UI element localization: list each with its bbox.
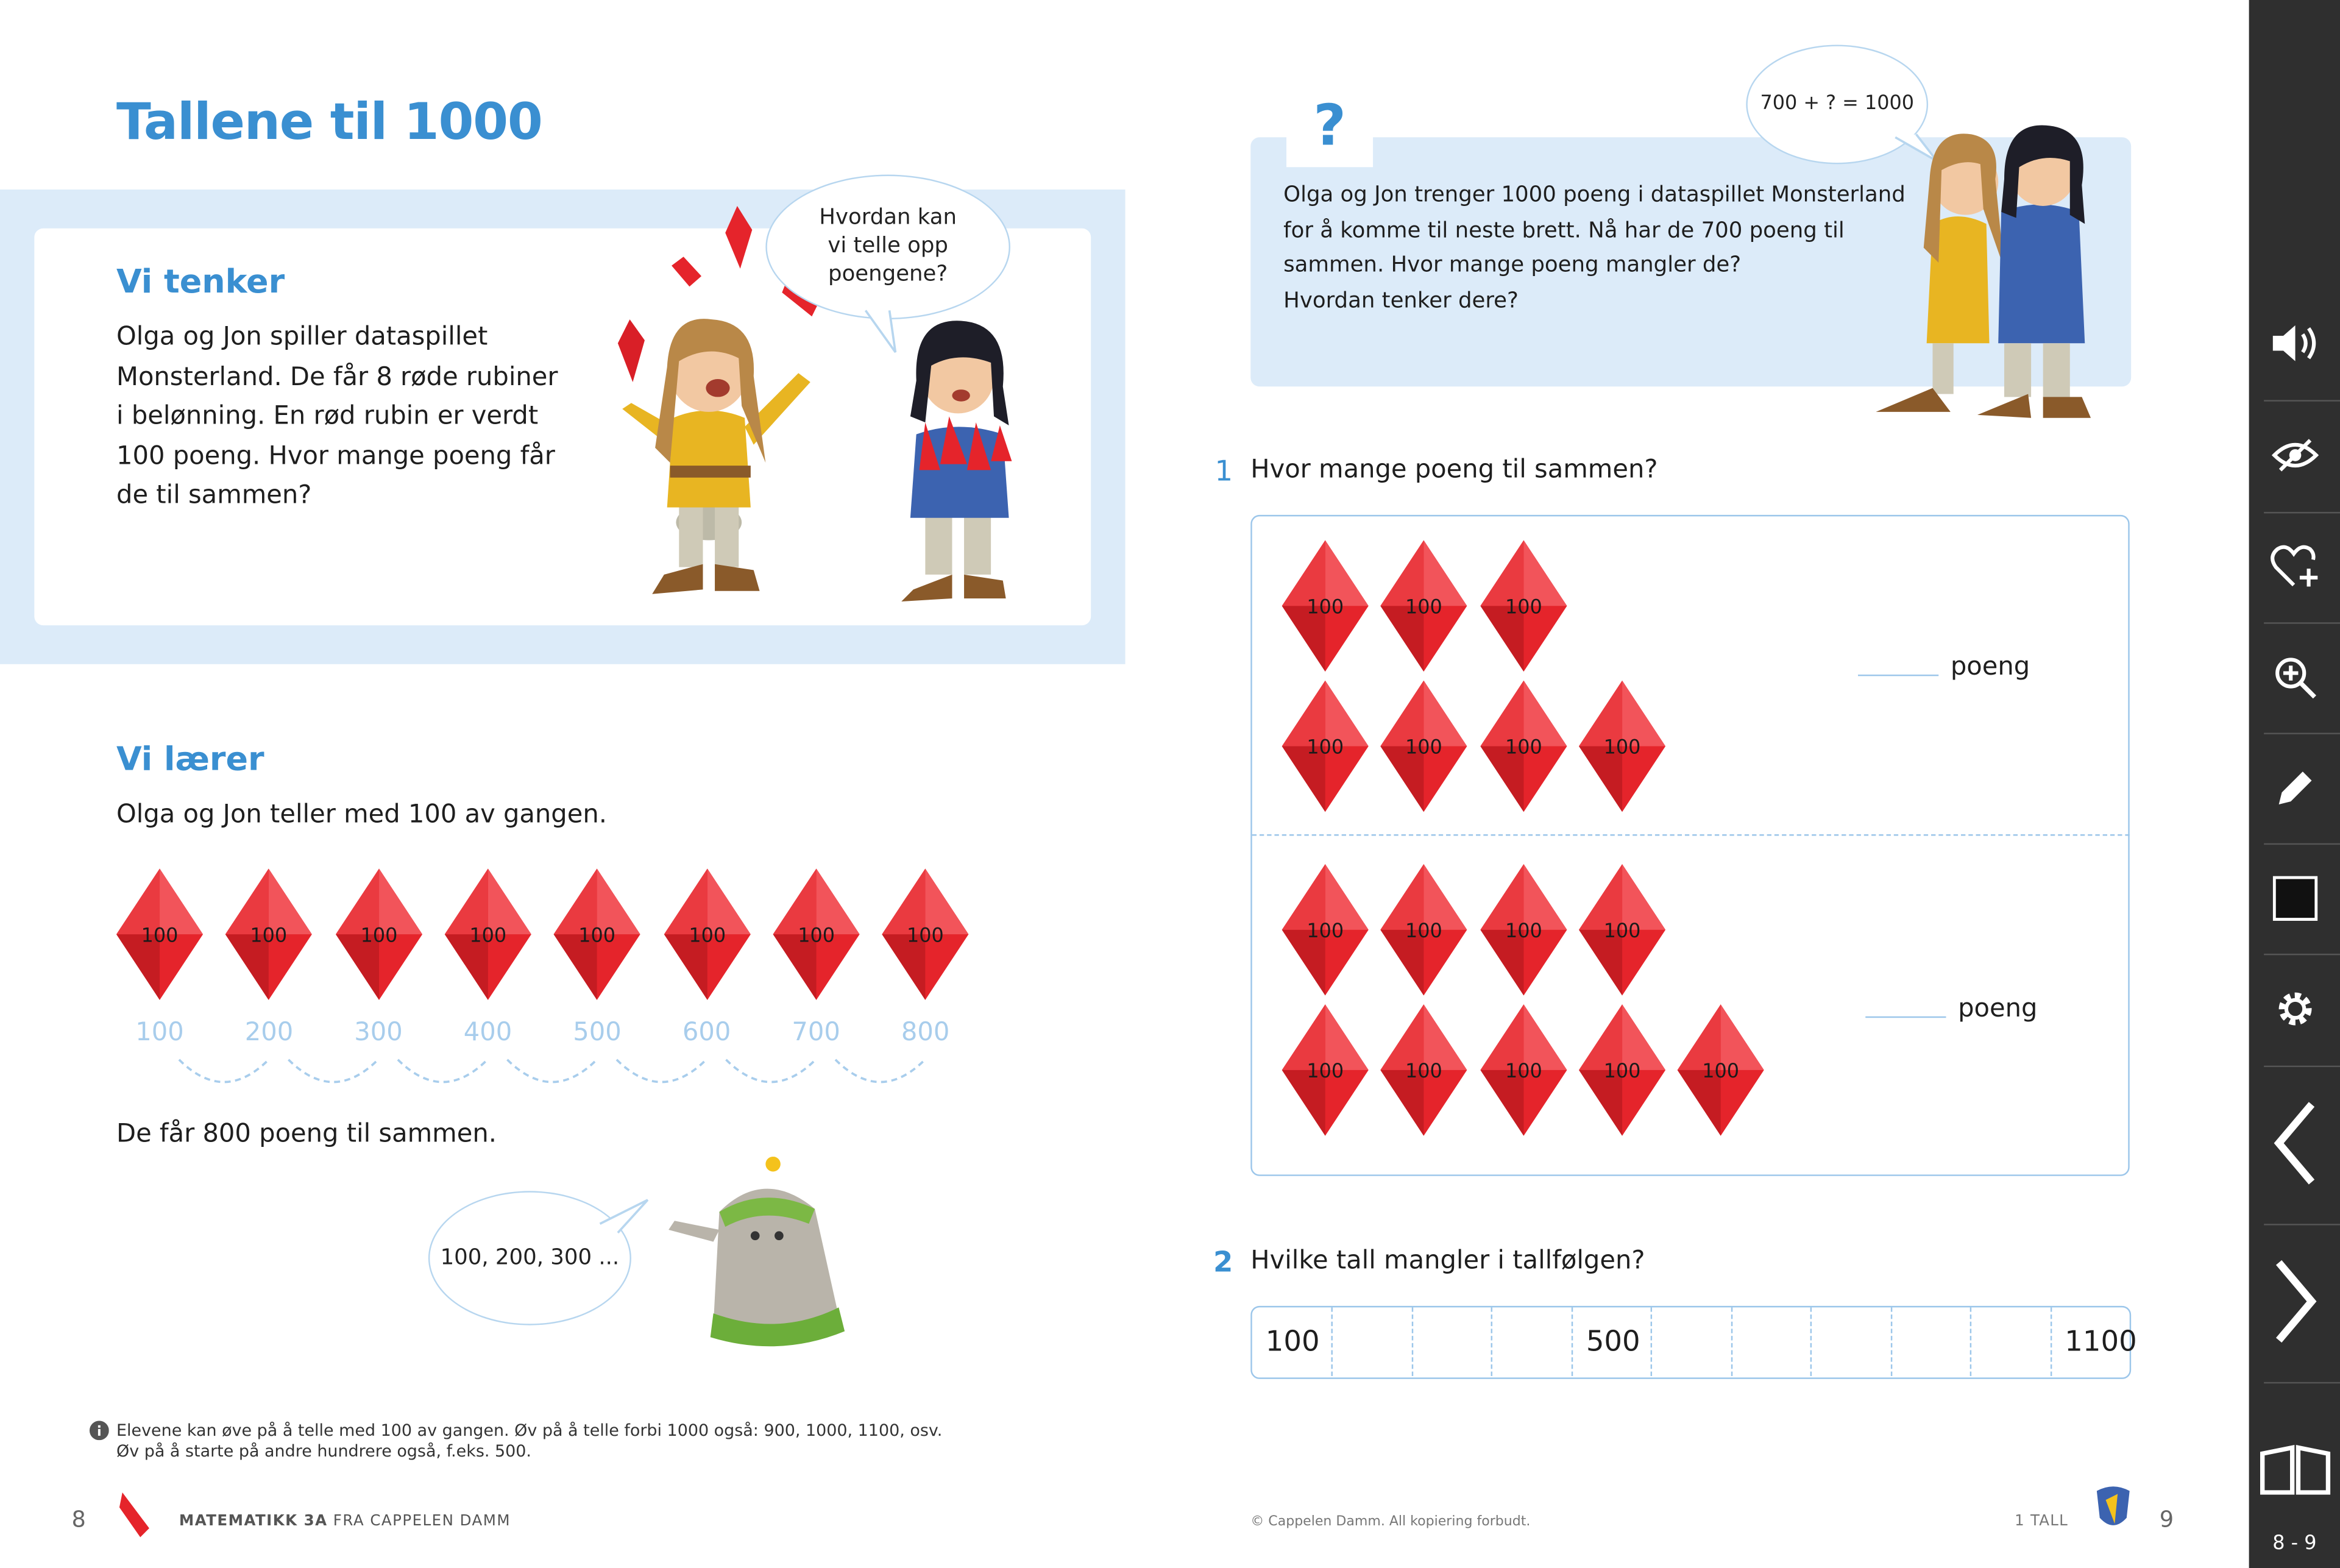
ruby-gem	[445, 868, 531, 1000]
vi-tenker-line: Monsterland. De får 8 røde rubiner	[116, 361, 558, 392]
toolbar-separator	[2264, 1066, 2340, 1067]
svg-text:100: 100	[1405, 735, 1443, 759]
ruby-gem	[1480, 1004, 1566, 1136]
add-favorite-button[interactable]	[2249, 512, 2340, 622]
teacher-note	[116, 1421, 942, 1463]
speech-bubble-vi-tenker	[765, 175, 1010, 320]
count-label: 100	[135, 1018, 184, 1048]
chapter-label: 1 TALL	[2015, 1513, 2068, 1530]
svg-text:100: 100	[1603, 735, 1641, 759]
count-label: 500	[573, 1018, 622, 1048]
ruby-gem	[1579, 681, 1665, 812]
right-page-number: 9	[2159, 1506, 2174, 1533]
ruby-gem	[1678, 1004, 1764, 1136]
answer-line-2[interactable]	[1865, 1016, 1946, 1018]
count-label: 800	[901, 1018, 950, 1048]
gear-icon	[2272, 987, 2317, 1031]
page-range-indicator: 8 - 9	[2272, 1533, 2317, 1555]
hop-arc	[179, 1060, 269, 1082]
ruby-gem	[554, 868, 640, 1000]
book-title	[179, 1513, 511, 1530]
svg-text:100: 100	[1405, 595, 1443, 619]
svg-text:100: 100	[1505, 1059, 1542, 1083]
mask-square-icon	[2272, 876, 2317, 921]
vi-tenker-line: Olga og Jon spiller dataspillet	[116, 322, 488, 352]
count-label: 400	[463, 1018, 512, 1048]
settings-button[interactable]	[2249, 954, 2340, 1064]
svg-text:100: 100	[1505, 918, 1542, 942]
ruby-gem	[1480, 681, 1566, 812]
sequence-blank-cell[interactable]	[1970, 1307, 2050, 1376]
bubble-line: Hvordan kan	[819, 205, 957, 230]
left-page-number: 8	[71, 1506, 86, 1533]
heart-plus-icon	[2269, 545, 2320, 589]
sequence-blank-cell[interactable]	[1731, 1307, 1810, 1376]
monster-bubble-tail	[597, 1194, 657, 1238]
ruby-gem	[1579, 864, 1665, 996]
hop-arc	[726, 1060, 815, 1082]
hop-arc	[835, 1060, 925, 1082]
previous-page-button[interactable]	[2249, 1090, 2340, 1197]
answer-line-1[interactable]	[1858, 675, 1938, 676]
vi-tenker-line: i belønning. En rød rubin er verdt	[116, 401, 539, 431]
answer-unit-2: poeng	[1958, 994, 2038, 1024]
open-book-icon	[2259, 1445, 2331, 1495]
question-line: Olga og Jon trenger 1000 poeng i dataspillet Monsterland	[1283, 183, 1906, 208]
sequence-cell: 500	[1571, 1307, 1651, 1376]
task-1-divider	[1252, 834, 2130, 835]
vi-tenker-line: de til sammen?	[116, 480, 312, 511]
book-title-rest: FRA CAPPELEN DAMM	[327, 1513, 511, 1530]
svg-text:100: 100	[578, 923, 616, 947]
olga-character	[604, 299, 843, 597]
ruby-gem	[1282, 864, 1369, 996]
olga-and-jon-character	[1873, 119, 2111, 425]
hop-arc	[617, 1060, 706, 1082]
svg-text:100: 100	[1702, 1059, 1740, 1083]
ruby-gem	[1381, 864, 1467, 996]
svg-text:100: 100	[1306, 1059, 1344, 1083]
sequence-cell: 1100	[2050, 1307, 2130, 1376]
svg-text:100: 100	[250, 923, 288, 947]
monster-character	[659, 1152, 883, 1361]
ruby-gem	[1480, 864, 1566, 996]
count-label: 300	[354, 1018, 403, 1048]
svg-text:100: 100	[1405, 1059, 1443, 1083]
ruby-gem	[116, 868, 203, 1000]
speaker-icon	[2269, 321, 2320, 366]
next-page-button[interactable]	[2249, 1247, 2340, 1355]
question-line: Hvordan tenker dere?	[1283, 288, 1519, 313]
ruby-gem	[1381, 681, 1467, 812]
task-2-title: Hvilke tall mangler i tallfølgen?	[1250, 1246, 1645, 1276]
pencil-icon	[2272, 765, 2317, 810]
vi-laerer-heading: Vi lærer	[116, 742, 264, 779]
ruby-logo-icon	[119, 1492, 152, 1537]
hop-arcs	[134, 1045, 970, 1104]
pen-button[interactable]	[2249, 733, 2340, 843]
answer-unit-1: poeng	[1950, 652, 2030, 683]
vi-laerer-conclusion: De får 800 poeng til sammen.	[116, 1119, 497, 1149]
question-line: sammen. Hvor mange poeng mangler de?	[1283, 254, 1742, 278]
svg-text:100: 100	[1603, 1059, 1641, 1083]
teacher-note-line: Elevene kan øve på å telle med 100 av gangen. Øv på å telle forbi 1000 også: 900, 1000, 1100, osv.	[116, 1421, 943, 1441]
mask-button[interactable]	[2249, 843, 2340, 954]
svg-text:100: 100	[797, 923, 835, 947]
audio-button[interactable]	[2249, 288, 2340, 399]
ruby-gem	[1282, 541, 1369, 672]
svg-text:100: 100	[141, 923, 179, 947]
svg-text:100: 100	[688, 923, 725, 947]
question-line: for å komme til neste brett. Nå har de 700 poeng til	[1283, 218, 1845, 243]
task-1-number: 1	[1214, 455, 1233, 488]
zoom-in-icon	[2272, 655, 2317, 700]
zoom-in-button[interactable]	[2249, 622, 2340, 733]
svg-text:100: 100	[1405, 918, 1443, 942]
viewer-toolbar	[2249, 0, 2340, 1568]
ruby-gem	[335, 868, 422, 1000]
vi-tenker-heading: Vi tenker	[116, 264, 285, 302]
shield-icon	[2094, 1485, 2133, 1536]
sequence-blank-cell[interactable]	[1651, 1307, 1731, 1376]
toolbar-separator	[2264, 1382, 2340, 1383]
count-label: 200	[244, 1018, 294, 1048]
svg-text:100: 100	[469, 923, 506, 947]
toolbar-separator	[2264, 1224, 2340, 1225]
ruby-gem	[882, 868, 969, 1000]
hop-arc	[398, 1060, 488, 1082]
svg-text:100: 100	[907, 923, 944, 947]
ruby-gem	[226, 868, 313, 1000]
equation-bubble: 700 + ? = 1000	[1746, 44, 1928, 164]
ruby-gem	[1381, 541, 1467, 672]
bubble-line: vi telle opp	[828, 234, 948, 258]
svg-text:100: 100	[1505, 595, 1542, 619]
question-text	[1283, 179, 1906, 319]
vi-tenker-line: 100 poeng. Hvor mange poeng får	[116, 441, 555, 471]
chevron-left-icon	[2272, 1101, 2317, 1185]
eye-slash-icon	[2271, 438, 2318, 474]
ruby-gem	[664, 868, 750, 1000]
copyright: © Cappelen Damm. All kopiering forbudt.	[1250, 1514, 1531, 1530]
vi-laerer-intro: Olga og Jon teller med 100 av gangen.	[116, 800, 607, 830]
sequence-blank-cell[interactable]	[1491, 1307, 1571, 1376]
ruby-gem	[1282, 1004, 1369, 1136]
number-sequence-strip	[1250, 1306, 2137, 1379]
sequence-blank-cell[interactable]	[1332, 1307, 1412, 1376]
hop-arc	[507, 1060, 597, 1082]
hop-arc	[288, 1060, 378, 1082]
task-2-number: 2	[1213, 1246, 1233, 1279]
ruby-gem	[1381, 1004, 1467, 1136]
monster-speech-bubble: 100, 200, 300 ...	[428, 1191, 631, 1325]
page-overview-button[interactable]	[2249, 1433, 2340, 1507]
svg-text:100: 100	[360, 923, 397, 947]
vi-tenker-text	[116, 318, 609, 516]
sequence-blank-cell[interactable]	[1412, 1307, 1492, 1376]
ruby-gem	[1480, 541, 1566, 672]
teacher-note-line: Øv på å starte på andre hundrere også, f.eks. 500.	[116, 1441, 531, 1461]
chevron-right-icon	[2272, 1260, 2317, 1343]
question-mark-icon: ?	[1313, 92, 1347, 158]
book-title-bold: MATEMATIKK 3A	[179, 1513, 328, 1530]
sequence-blank-cell[interactable]	[1890, 1307, 1970, 1376]
count-label: 700	[792, 1018, 840, 1048]
svg-text:100: 100	[1505, 735, 1542, 759]
svg-text:100: 100	[1306, 595, 1344, 619]
svg-text:100: 100	[1306, 918, 1344, 942]
bubble-tail	[860, 307, 904, 358]
sequence-blank-cell[interactable]	[1810, 1307, 1890, 1376]
ruby-gem	[773, 868, 859, 1000]
ruby-gem	[1579, 1004, 1665, 1136]
task-1-title: Hvor mange poeng til sammen?	[1250, 455, 1658, 485]
hide-answers-button[interactable]	[2249, 400, 2340, 510]
count-label: 600	[682, 1018, 731, 1048]
svg-text:100: 100	[1603, 918, 1641, 942]
bubble-line: poengene?	[828, 263, 948, 287]
jon-character	[881, 306, 1044, 605]
info-icon	[90, 1421, 109, 1440]
ruby-gem	[1282, 681, 1369, 812]
sequence-cell: 100	[1265, 1325, 1320, 1358]
page-title: Tallene til 1000	[116, 92, 542, 152]
svg-text:100: 100	[1306, 735, 1344, 759]
